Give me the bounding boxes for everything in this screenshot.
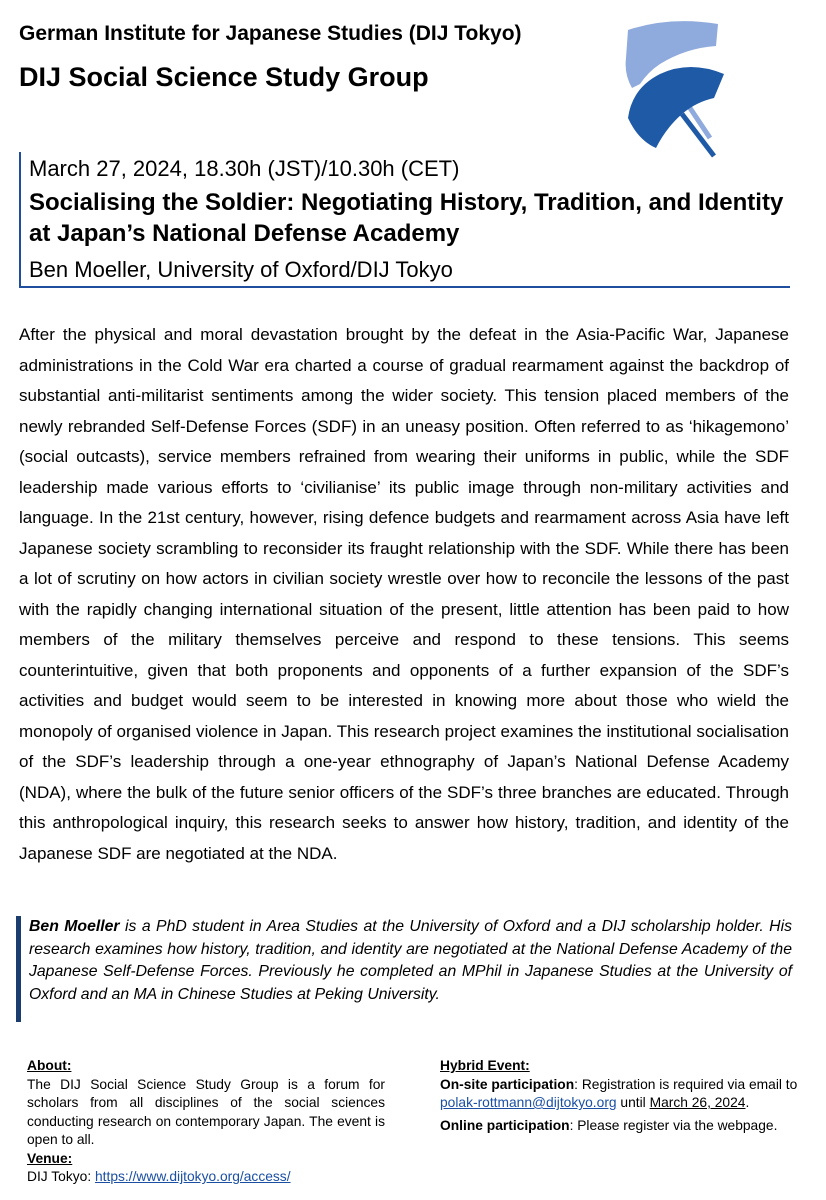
venue-heading: Venue: [27, 1150, 73, 1166]
online-label: Online participation [440, 1117, 570, 1133]
institute-name: German Institute for Japanese Studies (DIJ Tokyo) [19, 22, 522, 45]
bio-body: is a PhD student in Area Studies at the University of Oxford and a DIJ scholarship holder. His research examines how history, tradition, and identity are negotiated at the National Defense Academy of the Japanese Self-Defense Forces. Previously he completed an MPhil in Japanese Studies at the University of Oxford and an MA in Chinese Studies at Peking University. [29, 918, 792, 1003]
onsite-info [440, 1076, 812, 1113]
event-title: Socialising the Soldier: Negotiating History, Tradition, and Identity at Japan’s National Defense Academy [29, 189, 784, 247]
onsite-text: : Registration is required via email to [574, 1076, 798, 1092]
ginkgo-leaves-icon [620, 18, 730, 163]
bio-name: Ben Moeller [29, 918, 120, 935]
bio-text [29, 916, 792, 1006]
until-text: until [616, 1095, 650, 1110]
venue-link[interactable]: https://www.dijtokyo.org/access/ [95, 1169, 291, 1184]
hybrid-heading: Hybrid Event: [440, 1058, 530, 1073]
venue-line [27, 1168, 385, 1187]
deadline-date: March 26, 2024 [649, 1095, 746, 1110]
online-info [440, 1117, 812, 1136]
onsite-label: On-site participation [440, 1076, 575, 1092]
about-heading: About: [27, 1058, 72, 1073]
period-text: . [745, 1095, 750, 1110]
abstract-paragraph: After the physical and moral devastation brought by the defeat in the Asia-Pacific War, Japanese administrations in the Cold War era charted a course of gradual rearmament against the backdrop of substantial anti-militarist sentiments among the wider society. This tension placed members of the newly rebranded Self-Defense Forces (SDF) in an uneasy position. Often referred to as ‘hikagemono’ (social outcasts), service members refrained from wearing their uniforms in public, while the SDF leadership made various efforts to ‘civilianise’ its public image through non-military activities and language. In the 21st century, however, rising defence budgets and rearmament across Asia have left Japanese society scrambling to reconsider its fraught relationship with the SDF. While there has been a lot of scrutiny on how actors in civilian society wrestle over how to reconcile the lessons of the past with the rapidly changing international situation of the present, little attention has been paid to how members of the military themselves perceive and respond to these tensions. This seems counterintuitive, given that both proponents and opponents of a further expansion of the SDF’s activities and budget would seem to be interested in knowing more about those who wield the monopoly of organised violence in Japan. This research project examines the institutional socialisation of the SDF’s leadership through a one-year ethnography of Japan’s National Defense Academy (NDA), where the bulk of the future senior officers of the SDF’s three branches are educated. Through this anthropological inquiry, this research seeks to answer how history, tradition, and identity of the Japanese SDF are negotiated at the NDA. [19, 325, 789, 863]
about-section [27, 1057, 385, 1187]
study-group-title: DIJ Social Science Study Group [19, 62, 429, 92]
about-text: The DIJ Social Science Study Group is a forum for scholars from all disciplines of the social sciences conducting research on contemporary Japan. The event is open to all. [27, 1076, 385, 1147]
event-date: March 27, 2024, 18.30h (JST)/10.30h (CET) [29, 156, 460, 181]
online-text: : Please register via the webpage. [569, 1117, 778, 1133]
email-link[interactable]: polak-rottmann@dijtokyo.org [440, 1095, 617, 1110]
event-speaker: Ben Moeller, University of Oxford/DIJ Tokyo [29, 257, 453, 282]
hybrid-section [440, 1057, 812, 1135]
speaker-bio [16, 916, 792, 1022]
venue-label: DIJ Tokyo: [27, 1169, 95, 1184]
